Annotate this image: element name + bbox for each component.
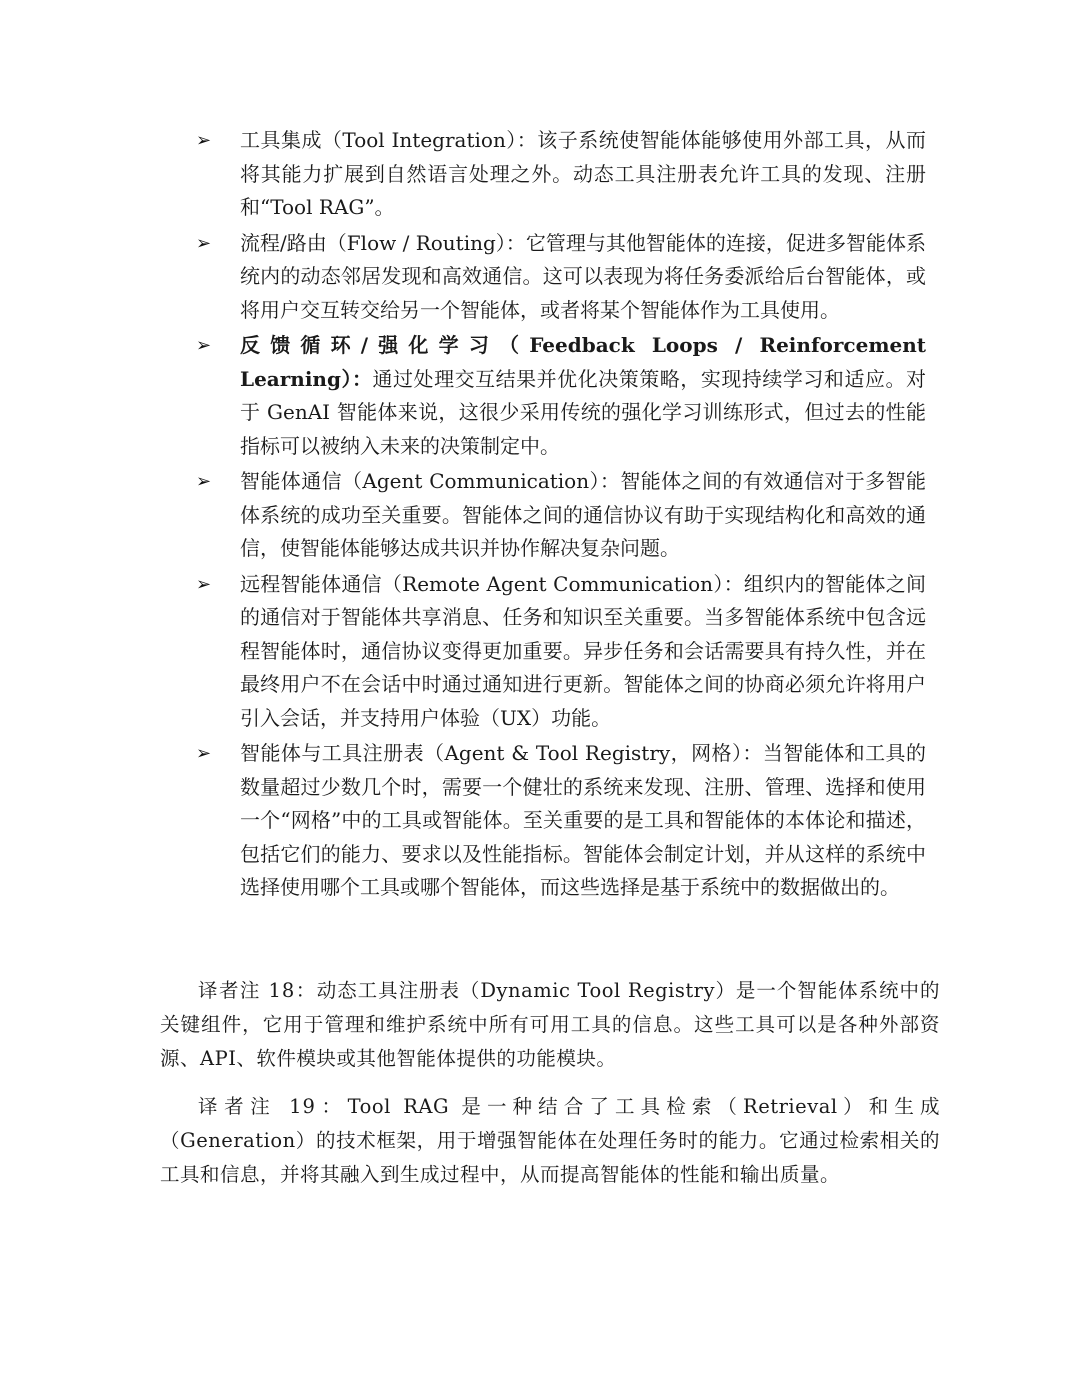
bullet-text: 它管理与其他智能体的连接，促进多智能体系统内的动态邻居发现和高效通信。这可以表现为将任务委派给后台智能体，或将用户交互转交给另一个智能体，或者将某个智能体作为工具使用。 [240, 230, 926, 322]
bullet-title: 远程智能体通信（Remote Agent Communication）： [240, 571, 744, 596]
bullet-title: 流程/路由（Flow / Routing）： [240, 230, 526, 255]
bullet-text: 通过处理交互结果并优化决策策略，实现持续学习和适应。对于 GenAI 智能体来说，这很少采用传统的强化学习训练形式，但过去的性能指标可以被纳入未来的决策制定中。 [240, 366, 927, 458]
bullet-item-tool-integration [196, 124, 926, 225]
bullet-title: 工具集成（Tool Integration）： [240, 128, 538, 152]
arrow-bullet-icon: ➢ [196, 743, 212, 764]
bullet-text: 该子系统使智能体能够使用外部工具，从而将其能力扩展到自然语言处理之外。动态工具注册表允许工具的发现、注册和“Tool RAG”。 [240, 128, 926, 219]
note-text: 动态工具注册表（Dynamic Tool Registry）是一个智能体系统中的关键组件，它用于管理和维护系统中所有可用工具的信息。这些工具可以是各种外部资源、API、软件模块或其他智能体提供的功能模块。 [160, 979, 941, 1070]
bullet-text: 组织内的智能体之间的通信对于智能体共享消息、任务和知识至关重要。当多智能体系统中包含远程智能体时，通信协议变得更加重要。异步任务和会话需要具有持久性，并在最终用户不在会话中时通过通知进行更新。智能体之间的协商必须允许将用户引入会话，并支持用户体验（UX）功能。 [240, 571, 927, 730]
bullet-title: 智能体通信（Agent Communication）： [240, 469, 621, 493]
arrow-bullet-icon: ➢ [196, 471, 212, 492]
bullet-title: 反馈循环/强化学习（Feedback Loops / Reinforcement Learning）： [240, 333, 926, 391]
bullet-list [196, 124, 926, 907]
bullet-text: 智能体之间的有效通信对于多智能体系统的成功至关重要。智能体之间的通信协议有助于实现结构化和高效的通信，使智能体能够达成共识并协作解决复杂问题。 [240, 469, 926, 560]
arrow-bullet-icon: ➢ [196, 232, 212, 254]
translator-notes [160, 974, 940, 1206]
arrow-bullet-icon: ➢ [196, 335, 212, 356]
note-text: Tool RAG 是一种结合了工具检索（Retrieval）和生成（Generation）的技术框架，用于增强智能体在处理任务时的能力。它通过检索相关的工具和信息，并将其融入到生成过程中，从而提高智能体的性能和输出质量。 [160, 1095, 941, 1186]
note-label: 译者注 19： [198, 1095, 348, 1118]
translator-note-18 [160, 974, 940, 1076]
bullet-item-agent-communication [196, 465, 926, 566]
bullet-title: 智能体与工具注册表（Agent & Tool Registry，网格）： [240, 741, 763, 765]
note-label: 译者注 18： [198, 979, 317, 1002]
translator-note-19 [160, 1090, 940, 1192]
bullet-item-agent-tool-registry [196, 737, 926, 905]
bullet-text: 当智能体和工具的数量超过少数几个时，需要一个健壮的系统来发现、注册、管理、选择和使用一个“网格”中的工具或智能体。至关重要的是工具和智能体的本体论和描述，包括它们的能力、要求以及性能指标。智能体会制定计划，并从这样的系统中选择使用哪个工具或哪个智能体，而这些选择是基于系统中的数据做出的。 [240, 741, 926, 899]
arrow-bullet-icon: ➢ [196, 130, 212, 151]
bullet-item-flow-routing [196, 227, 926, 328]
bullet-item-feedback-loops [196, 329, 926, 463]
arrow-bullet-icon: ➢ [196, 573, 212, 595]
bullet-item-remote-agent-communication [196, 568, 926, 736]
